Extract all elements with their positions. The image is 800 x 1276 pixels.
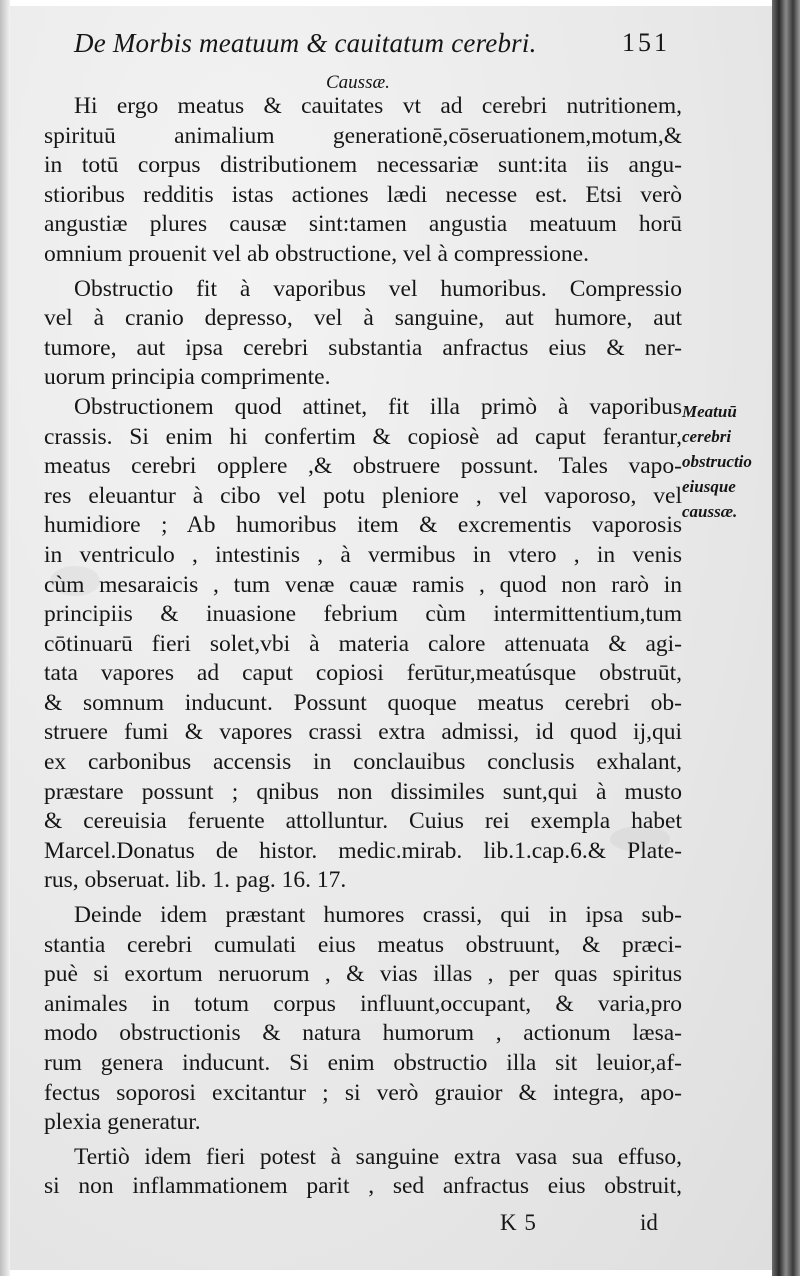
text-line: modo obstructionis & natura humorum , actionum læsa- xyxy=(44,1020,682,1047)
text-line: rum genera inducunt. Si enim obstructio illa sit leuior,af- xyxy=(44,1050,682,1076)
scan-edge-left xyxy=(0,0,10,1276)
text-line: uorum principia comprimente. xyxy=(44,364,331,391)
text-line: Hi ergo meatus & cauitates vt ad cerebri nutritionem, xyxy=(74,93,682,119)
text-line: in ventriculo , intestinis , à vermibus in vtero , in venis xyxy=(44,541,682,568)
margin-note-line: caussæ. xyxy=(682,502,738,521)
text-line: stantia cerebri cumulati eius meatus obstruunt, & præci- xyxy=(44,931,682,958)
text-line: Obstructionem quod attinet, fit illa primò à vaporibus xyxy=(74,393,682,420)
running-head: De Morbis meatuum & cauitatum cerebri. xyxy=(74,28,537,58)
margin-note-line: Meatuū xyxy=(682,402,737,421)
text-line: rus, obseruat. lib. 1. pag. 16. 17. xyxy=(44,867,347,894)
text-line: tata vapores ad caput copiosi ferūtur,meatúsque obstruūt, xyxy=(44,660,682,687)
body-text xyxy=(44,92,682,1202)
text-line: stioribus redditis istas actiones lædi necesse est. Etsi verò xyxy=(44,181,682,208)
text-line: res eleuantur à cibo vel potu pleniore , vel vaporoso, vel xyxy=(44,482,682,509)
book-page xyxy=(10,6,772,1270)
text-line: crassis. Si enim hi confertim & copiosè ad caput ferantur, xyxy=(44,423,682,450)
margin-note-line: cerebri xyxy=(682,427,732,446)
text-line: ex carbonibus accensis in conclauibus conclusis exhalant, xyxy=(44,749,682,776)
catchword: id xyxy=(640,1210,658,1235)
text-line: puè si exortum neruorum , & vias illas , per quas spiritus xyxy=(44,961,682,988)
book-spine-edge xyxy=(772,0,800,1276)
text-line: in totū corpus distributionem necessariæ sunt:ita iis angu- xyxy=(44,152,682,179)
text-line: meatus cerebri opplere ,& obstruere possunt. Tales vapo- xyxy=(44,453,682,480)
text-line: Tertiò idem fieri potest à sanguine extra vasa sua effuso, xyxy=(74,1143,682,1170)
text-line: humidiore ; Ab humoribus item & excrementis vaporosis xyxy=(44,512,682,539)
text-line: spirituū animalium generationē,cōseruationem,motum,& xyxy=(44,122,682,149)
text-line: tumore, aut ipsa cerebri substantia anfractus eius & ner- xyxy=(44,334,682,361)
text-line: fectus soporosi excitantur ; si verò grauior & integra, apo- xyxy=(44,1079,682,1106)
text-line: plexia generatur. xyxy=(44,1109,201,1136)
text-line: angustiæ plures causæ sint:tamen angustia meatuum horū xyxy=(44,211,682,238)
text-line: & cereuisia feruente attolluntur. Cuius rei exempla habet xyxy=(44,808,682,835)
section-label: Caussæ. xyxy=(326,72,390,93)
page-number: 151 xyxy=(622,28,670,57)
margin-note-line: obstructio xyxy=(682,452,752,471)
margin-note-line: eiusque xyxy=(682,477,736,496)
signature-mark: K 5 xyxy=(500,1210,537,1235)
text-line: principiis & inuasione febrium cùm intermittentium,tum xyxy=(44,601,682,628)
text-line: animales in totum corpus influunt,occupant, & varia,pro xyxy=(44,990,682,1017)
text-line: & somnum inducunt. Possunt quoque meatus cerebri ob- xyxy=(44,689,682,716)
text-line: Deinde idem præstant humores crassi, qui in ipsa sub- xyxy=(74,902,682,929)
text-line: Obstructio fit à vaporibus vel humoribus. Compressio xyxy=(74,275,682,302)
text-line: præstare possunt ; qnibus non dissimiles sunt,qui à musto xyxy=(44,778,682,805)
text-line: vel à cranio depresso, vel à sanguine, aut humore, aut xyxy=(44,305,682,332)
text-line: cùm mesaraicis , tum venæ cauæ ramis , quod non rarò in xyxy=(44,571,682,598)
text-line: si non inflammationem parit , sed anfractus eius obstruit, xyxy=(44,1173,682,1200)
text-line: struere fumi & vapores crassi extra admissi, id quod ij,qui xyxy=(44,719,682,746)
margin-note xyxy=(682,399,782,524)
text-line: cōtinuarū fieri solet,vbi à materia calore attenuata & agi- xyxy=(44,630,682,657)
text-line: Marcel.Donatus de histor. medic.mirab. lib.1.cap.6.& Plate- xyxy=(44,837,682,864)
text-line: omnium prouenit vel ab obstructione, vel à compressione. xyxy=(44,240,589,267)
